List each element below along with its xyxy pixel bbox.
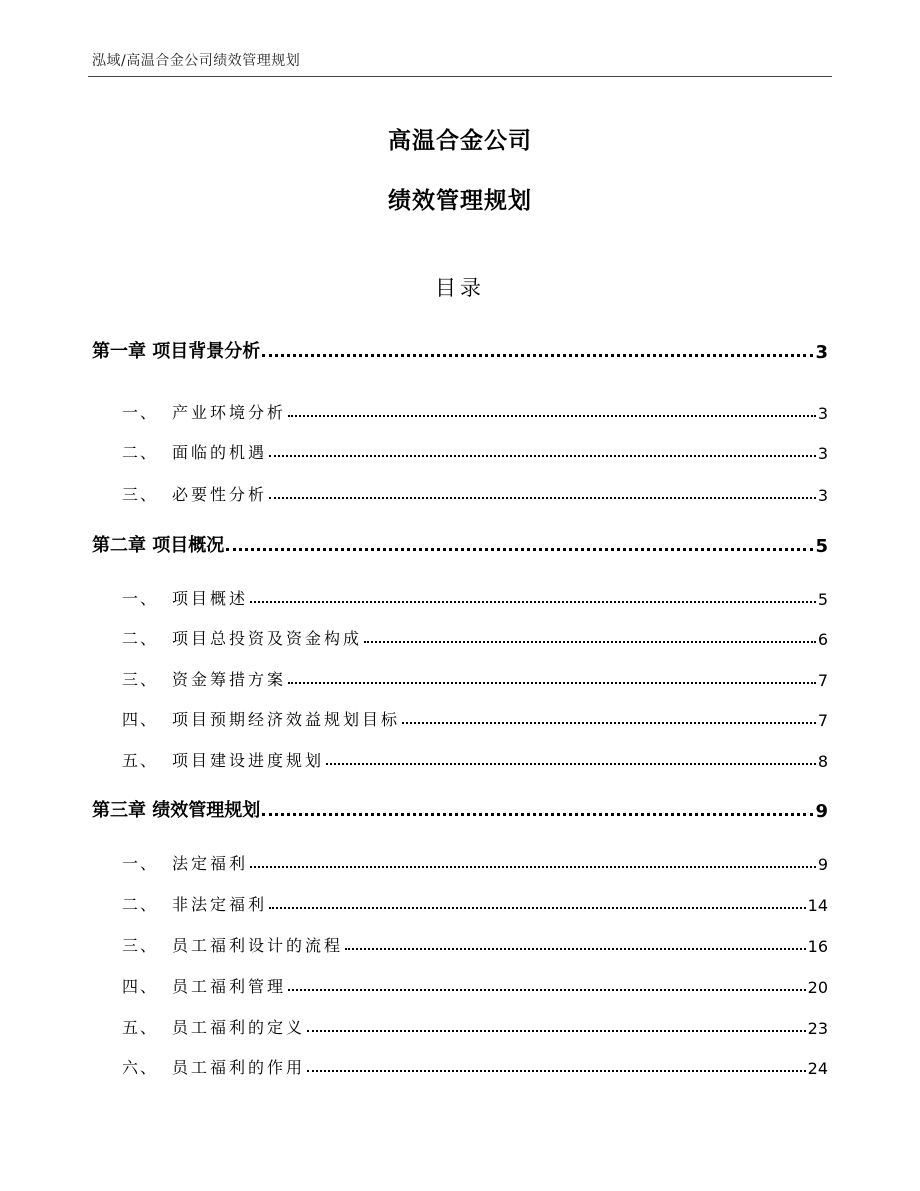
toc-entry-text: 员工福利管理 xyxy=(172,977,287,996)
dot-leader xyxy=(250,601,816,603)
toc-section-1-3[interactable] xyxy=(92,479,828,505)
toc-entry-text: 项目预期经济效益规划目标 xyxy=(172,710,401,729)
toc-section-1-2[interactable] xyxy=(92,437,828,463)
toc-chapter-3[interactable] xyxy=(92,796,828,822)
dot-leader xyxy=(345,948,806,950)
toc-entry-text: 项目概述 xyxy=(172,589,249,608)
dot-leader xyxy=(269,497,816,499)
toc-entry-text: 员工福利的作用 xyxy=(172,1058,306,1077)
toc-entry-number: 五、 xyxy=(122,751,159,770)
dot-leader xyxy=(262,813,813,816)
toc-page-number: 3 xyxy=(817,486,828,505)
page-header: 泓域/高温合金公司绩效管理规划 xyxy=(92,53,301,69)
toc-page-number: 5 xyxy=(817,590,828,609)
toc-entry-number: 一、 xyxy=(122,854,159,873)
toc-page-number: 7 xyxy=(817,671,828,690)
toc-page-number: 3 xyxy=(817,404,828,423)
dot-leader xyxy=(326,763,816,765)
toc-page-number: 3 xyxy=(817,444,828,463)
toc-entry-label: 第二章 项目概况 xyxy=(92,535,225,556)
toc-entry-number: 三、 xyxy=(122,485,159,504)
toc-entry-number: 二、 xyxy=(122,443,159,462)
toc-entry-number: 二、 xyxy=(122,895,159,914)
dot-leader xyxy=(269,455,816,457)
document-title: 高温合金公司 xyxy=(388,128,532,154)
toc-entry-text: 项目总投资及资金构成 xyxy=(172,629,363,648)
toc-page-number: 5 xyxy=(815,536,828,557)
toc-entry-number: 三、 xyxy=(122,936,159,955)
toc-entry-number: 一、 xyxy=(122,403,159,422)
toc-page-number: 6 xyxy=(817,630,828,649)
toc-page-number: 14 xyxy=(807,896,828,915)
toc-section-1-1[interactable] xyxy=(92,397,828,423)
toc-entry-text: 法定福利 xyxy=(172,854,249,873)
toc-entry-text: 必要性分析 xyxy=(172,485,268,504)
toc-section-3-3[interactable] xyxy=(92,930,828,956)
toc-section-3-4[interactable] xyxy=(92,971,828,997)
toc-page-number: 24 xyxy=(807,1059,828,1078)
header-divider xyxy=(88,76,832,77)
toc-page-number: 8 xyxy=(817,752,828,771)
toc-entry-label: 第一章 项目背景分析 xyxy=(92,341,261,362)
toc-section-3-5[interactable] xyxy=(92,1012,828,1038)
toc-entry-number: 二、 xyxy=(122,629,159,648)
dot-leader xyxy=(307,1070,806,1072)
toc-entry-text: 产业环境分析 xyxy=(172,403,287,422)
toc-page-number: 20 xyxy=(807,978,828,997)
dot-leader xyxy=(269,907,806,909)
toc-entry-number: 四、 xyxy=(122,710,159,729)
toc-page-number: 7 xyxy=(817,711,828,730)
toc-entry-label: 第三章 绩效管理规划 xyxy=(92,800,261,821)
toc-page-number: 9 xyxy=(815,801,828,822)
toc-section-2-3[interactable] xyxy=(92,664,828,690)
toc-section-2-5[interactable] xyxy=(92,745,828,771)
toc-entry-text: 资金筹措方案 xyxy=(172,670,287,689)
toc-heading: 目录 xyxy=(435,276,485,300)
toc-page-number: 23 xyxy=(807,1019,828,1038)
dot-leader xyxy=(288,415,816,417)
toc-section-3-2[interactable] xyxy=(92,889,828,915)
dot-leader xyxy=(364,641,816,643)
toc-section-2-1[interactable] xyxy=(92,583,828,609)
dot-leader xyxy=(402,722,816,724)
toc-entry-text: 非法定福利 xyxy=(172,895,268,914)
toc-section-3-6[interactable] xyxy=(92,1052,828,1078)
toc-entry-number: 五、 xyxy=(122,1018,159,1037)
toc-section-2-2[interactable] xyxy=(92,623,828,649)
toc-entry-number: 四、 xyxy=(122,977,159,996)
toc-entry-number: 六、 xyxy=(122,1058,159,1077)
document-subtitle: 绩效管理规划 xyxy=(388,188,532,214)
toc-page-number: 16 xyxy=(807,937,828,956)
toc-chapter-2[interactable] xyxy=(92,531,828,557)
dot-leader xyxy=(262,354,813,357)
toc-entry-text: 员工福利的定义 xyxy=(172,1018,306,1037)
toc-section-2-4[interactable] xyxy=(92,704,828,730)
toc-entry-text: 员工福利设计的流程 xyxy=(172,936,344,955)
toc-page-number: 3 xyxy=(815,342,828,363)
toc-entry-text: 项目建设进度规划 xyxy=(172,751,325,770)
toc-entry-number: 一、 xyxy=(122,589,159,608)
toc-page-number: 9 xyxy=(817,855,828,874)
toc-chapter-1[interactable] xyxy=(92,337,828,363)
toc-entry-number: 三、 xyxy=(122,670,159,689)
dot-leader xyxy=(226,548,813,551)
dot-leader xyxy=(250,866,816,868)
toc-section-3-1[interactable] xyxy=(92,848,828,874)
dot-leader xyxy=(307,1030,806,1032)
dot-leader xyxy=(288,989,806,991)
toc-entry-text: 面临的机遇 xyxy=(172,443,268,462)
dot-leader xyxy=(288,682,816,684)
